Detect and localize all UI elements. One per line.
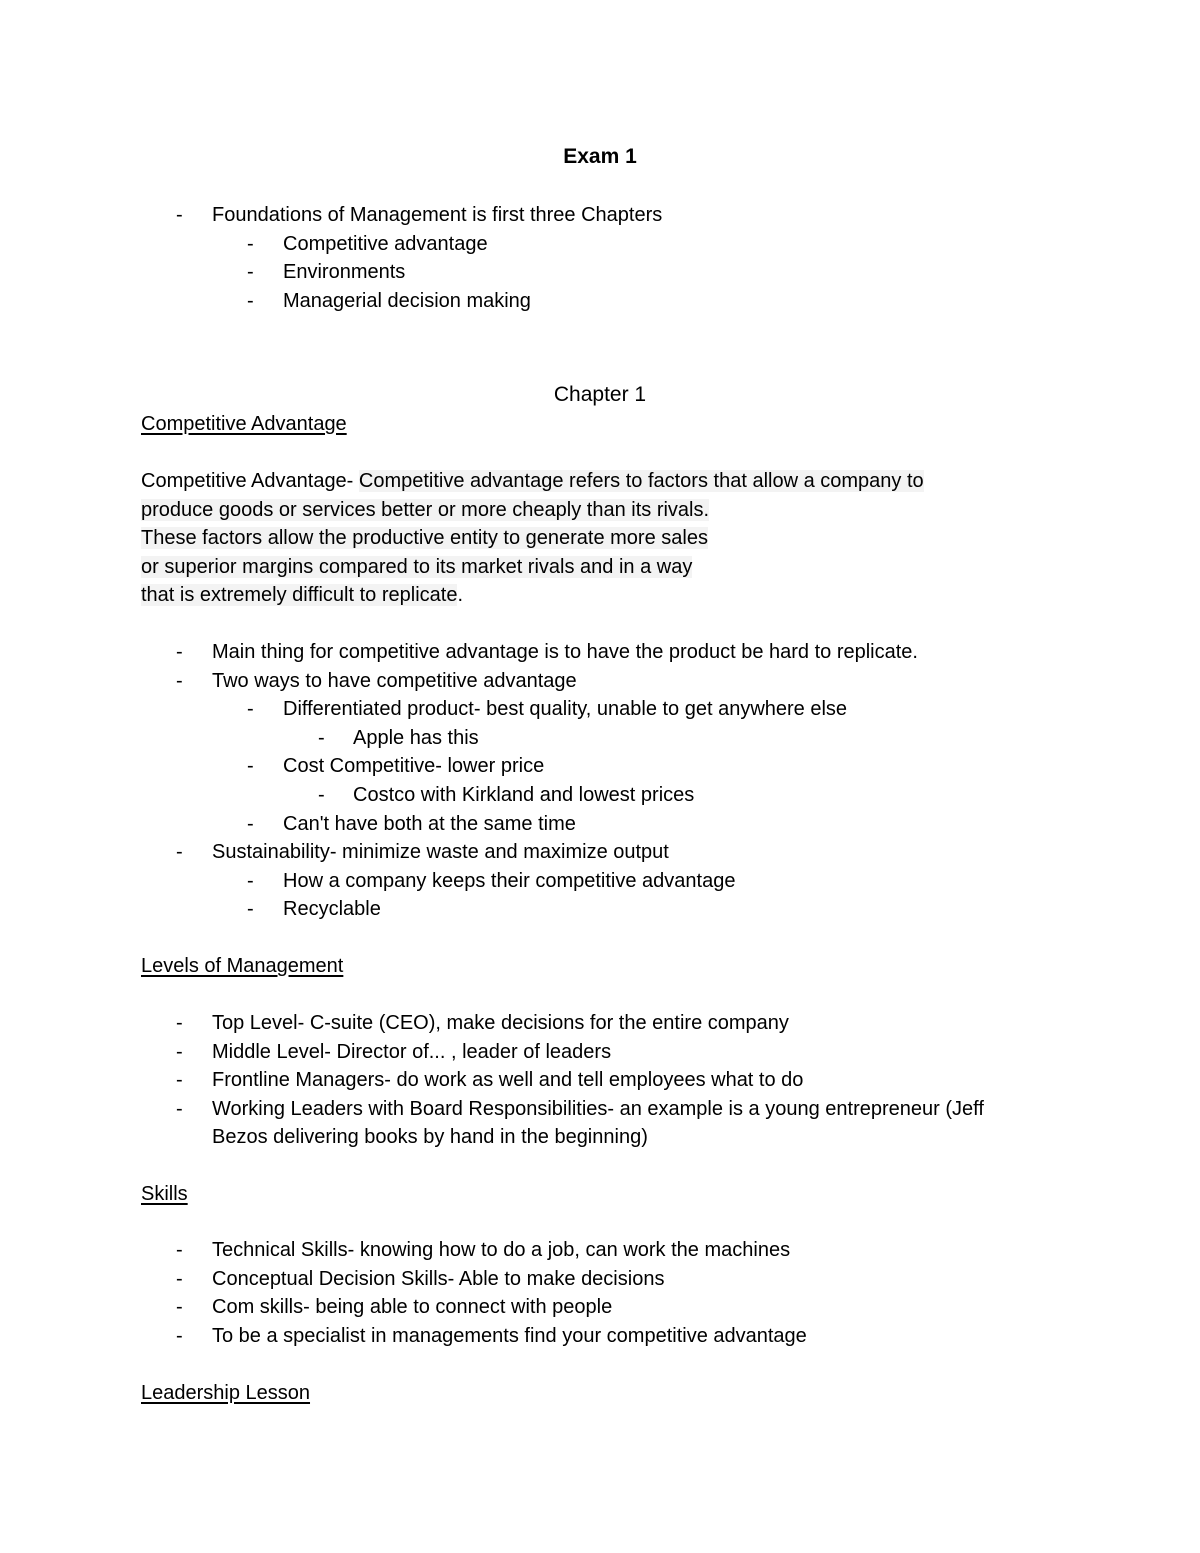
list-item: - Environments — [247, 261, 406, 284]
list-item: - Can't have both at the same time — [247, 812, 576, 835]
list-item: - Managerial decision making — [247, 289, 531, 312]
document-title: Exam 1 — [563, 145, 637, 168]
section-heading-levels-of-management: Levels of Management — [141, 955, 344, 977]
list-item: - Frontline Managers- do work as well and tell employees what to do — [176, 1069, 804, 1092]
paragraph-line — [141, 553, 1041, 582]
intro-list — [141, 201, 1081, 315]
list-item: - Main thing for competitive advantage is to have the product be hard to replicate. — [176, 641, 918, 663]
list-item: - Costco with Kirkland and lowest prices — [318, 783, 695, 806]
list-item: - Technical Skills- knowing how to do a job, can work the machines — [176, 1239, 791, 1261]
list-item: - How a company keeps their competitive advantage — [247, 869, 736, 892]
list-item: - Apple has this — [318, 726, 479, 749]
paragraph-line: Competitive Advantage- Competitive advantage refers to factors that allow a company to — [141, 470, 924, 492]
definition-paragraph — [141, 467, 1041, 610]
list-item: - Working Leaders with Board Responsibilities- an example is a young entrepreneur (Jeff Bezos delivering books by hand in the beginning) — [176, 1097, 984, 1149]
highlighted-text: These factors allow the productive entity to generate more sales — [141, 527, 708, 550]
list-item: - Middle Level- Director of... , leader of leaders — [176, 1040, 612, 1063]
skills-list — [141, 1236, 1081, 1350]
highlighted-text: or superior margins compared to its market rivals and in a way — [141, 555, 693, 578]
list-item: - Top Level- C-suite (CEO), make decisions for the entire company — [176, 1012, 789, 1034]
paragraph-line — [141, 524, 1041, 553]
levels-list — [141, 1009, 1081, 1152]
skills-list-block — [141, 1236, 1081, 1350]
levels-list-block — [141, 1009, 1081, 1152]
list-item: - Cost Competitive- lower price — [247, 755, 545, 778]
intro-list-block — [141, 201, 1081, 315]
list-item: - To be a specialist in managements find your competitive advantage — [176, 1324, 807, 1347]
list-item: - Com skills- being able to connect with people — [176, 1296, 613, 1319]
highlighted-text: that is extremely difficult to replicate — [141, 584, 458, 607]
competitive-advantage-list-block — [141, 638, 1081, 924]
list-item: - Recyclable — [247, 898, 381, 921]
highlighted-text: Competitive advantage refers to factors that allow a company to — [358, 470, 924, 492]
list-item: - Sustainability- minimize waste and maximize output — [176, 841, 669, 864]
section-heading-leadership-lesson: Leadership Lesson — [141, 1382, 311, 1404]
chapter-title: Chapter 1 — [553, 383, 647, 406]
section-heading-competitive-advantage: Competitive Advantage — [141, 413, 347, 435]
list-item: - Competitive advantage — [247, 232, 488, 255]
section-heading-skills: Skills — [141, 1183, 188, 1205]
highlighted-text: produce goods or services better or more cheaply than its rivals. — [141, 498, 710, 521]
paragraph-line: that is extremely difficult to replicate. — [141, 584, 463, 607]
list-item: - Conceptual Decision Skills- Able to make decisions — [176, 1267, 665, 1290]
competitive-advantage-list — [141, 638, 1081, 924]
paragraph-line — [141, 496, 1041, 525]
list-item: - Differentiated product- best quality, unable to get anywhere else — [247, 698, 848, 721]
list-item: - Two ways to have competitive advantage — [176, 669, 577, 692]
list-item: - Foundations of Management is first three Chapters — [176, 204, 663, 226]
